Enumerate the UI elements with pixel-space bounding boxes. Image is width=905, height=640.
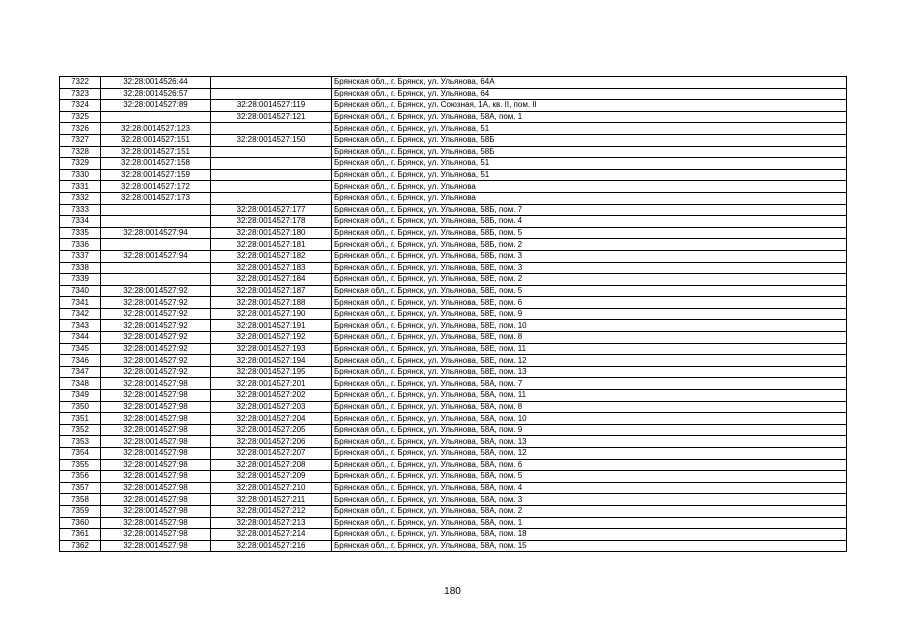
table-row <box>60 459 847 471</box>
table-row <box>60 436 847 448</box>
row-number-cell: 7323 <box>60 88 101 100</box>
table-row <box>60 134 847 146</box>
object-cadastral-number-cell <box>211 123 332 135</box>
parcel-cadastral-number-cell: 32:28:0014527:158 <box>101 158 211 170</box>
parcel-cadastral-number-cell: 32:28:0014527:98 <box>101 540 211 552</box>
table-row <box>60 494 847 506</box>
parcel-cadastral-number-cell: 32:28:0014527:159 <box>101 169 211 181</box>
parcel-cadastral-number-cell: 32:28:0014527:98 <box>101 378 211 390</box>
object-cadastral-number-cell: 32:28:0014527:181 <box>211 239 332 251</box>
row-number-cell: 7360 <box>60 517 101 529</box>
table-row <box>60 262 847 274</box>
address-cell: Брянская обл., г. Брянск, ул. Ульянова, 64 <box>332 88 847 100</box>
page-number: 180 <box>444 586 461 597</box>
row-number-cell: 7330 <box>60 169 101 181</box>
address-cell: Брянская обл., г. Брянск, ул. Ульянова, 58А, пом. 6 <box>332 459 847 471</box>
row-number-cell: 7331 <box>60 181 101 193</box>
object-cadastral-number-cell: 32:28:0014527:188 <box>211 297 332 309</box>
object-cadastral-number-cell <box>211 158 332 170</box>
object-cadastral-number-cell: 32:28:0014527:182 <box>211 250 332 262</box>
table-row <box>60 355 847 367</box>
parcel-cadastral-number-cell: 32:28:0014527:89 <box>101 100 211 112</box>
object-cadastral-number-cell <box>211 169 332 181</box>
row-number-cell: 7352 <box>60 424 101 436</box>
object-cadastral-number-cell: 32:28:0014527:184 <box>211 274 332 286</box>
object-cadastral-number-cell: 32:28:0014527:177 <box>211 204 332 216</box>
address-cell: Брянская обл., г. Брянск, ул. Ульянова, 58Б, пом. 5 <box>332 227 847 239</box>
address-cell: Брянская обл., г. Брянск, ул. Ульянова, 58А, пом. 5 <box>332 471 847 483</box>
address-cell: Брянская обл., г. Брянск, ул. Ульянова, 58Е, пом. 8 <box>332 332 847 344</box>
parcel-cadastral-number-cell: 32:28:0014527:92 <box>101 285 211 297</box>
address-cell: Брянская обл., г. Брянск, ул. Ульянова, 58А, пом. 10 <box>332 413 847 425</box>
table-row <box>60 111 847 123</box>
table-row <box>60 239 847 251</box>
object-cadastral-number-cell: 32:28:0014527:207 <box>211 448 332 460</box>
parcel-cadastral-number-cell: 32:28:0014527:98 <box>101 459 211 471</box>
object-cadastral-number-cell: 32:28:0014527:187 <box>211 285 332 297</box>
parcel-cadastral-number-cell <box>101 262 211 274</box>
object-cadastral-number-cell: 32:28:0014527:213 <box>211 517 332 529</box>
address-cell: Брянская обл., г. Брянск, ул. Ульянова, 58Е, пом. 5 <box>332 285 847 297</box>
parcel-cadastral-number-cell <box>101 111 211 123</box>
table-row <box>60 285 847 297</box>
address-cell: Брянская обл., г. Брянск, ул. Ульянова, 58А, пом. 2 <box>332 505 847 517</box>
table-row <box>60 424 847 436</box>
row-number-cell: 7356 <box>60 471 101 483</box>
table-row <box>60 123 847 135</box>
address-cell: Брянская обл., г. Брянск, ул. Ульянова, 58Е, пом. 11 <box>332 343 847 355</box>
parcel-cadastral-number-cell <box>101 204 211 216</box>
row-number-cell: 7327 <box>60 134 101 146</box>
object-cadastral-number-cell: 32:28:0014527:201 <box>211 378 332 390</box>
row-number-cell: 7338 <box>60 262 101 274</box>
table-row <box>60 181 847 193</box>
table-row <box>60 169 847 181</box>
parcel-cadastral-number-cell: 32:28:0014527:123 <box>101 123 211 135</box>
table-row <box>60 250 847 262</box>
row-number-cell: 7348 <box>60 378 101 390</box>
table-row <box>60 378 847 390</box>
parcel-cadastral-number-cell <box>101 274 211 286</box>
parcel-cadastral-number-cell: 32:28:0014526:57 <box>101 88 211 100</box>
address-cell: Брянская обл., г. Брянск, ул. Ульянова, 58А, пом. 11 <box>332 390 847 402</box>
parcel-cadastral-number-cell: 32:28:0014527:151 <box>101 134 211 146</box>
table-row <box>60 274 847 286</box>
object-cadastral-number-cell: 32:28:0014527:203 <box>211 401 332 413</box>
object-cadastral-number-cell: 32:28:0014527:190 <box>211 308 332 320</box>
table-row <box>60 529 847 541</box>
table-row <box>60 343 847 355</box>
table-row <box>60 297 847 309</box>
object-cadastral-number-cell: 32:28:0014527:202 <box>211 390 332 402</box>
object-cadastral-number-cell <box>211 192 332 204</box>
object-cadastral-number-cell: 32:28:0014527:205 <box>211 424 332 436</box>
parcel-cadastral-number-cell: 32:28:0014527:151 <box>101 146 211 158</box>
object-cadastral-number-cell: 32:28:0014527:210 <box>211 482 332 494</box>
parcel-cadastral-number-cell: 32:28:0014527:92 <box>101 343 211 355</box>
parcel-cadastral-number-cell: 32:28:0014527:98 <box>101 413 211 425</box>
address-cell: Брянская обл., г. Брянск, ул. Ульянова <box>332 192 847 204</box>
address-cell: Брянская обл., г. Брянск, ул. Ульянова, 58Е, пом. 13 <box>332 366 847 378</box>
row-number-cell: 7341 <box>60 297 101 309</box>
object-cadastral-number-cell: 32:28:0014527:209 <box>211 471 332 483</box>
object-cadastral-number-cell: 32:28:0014527:195 <box>211 366 332 378</box>
parcel-cadastral-number-cell: 32:28:0014527:98 <box>101 517 211 529</box>
table-row <box>60 413 847 425</box>
object-cadastral-number-cell: 32:28:0014527:180 <box>211 227 332 239</box>
row-number-cell: 7322 <box>60 77 101 89</box>
address-cell: Брянская обл., г. Брянск, ул. Ульянова, 51 <box>332 169 847 181</box>
row-number-cell: 7359 <box>60 505 101 517</box>
table-row <box>60 448 847 460</box>
row-number-cell: 7354 <box>60 448 101 460</box>
parcel-cadastral-number-cell: 32:28:0014527:98 <box>101 505 211 517</box>
table-row <box>60 332 847 344</box>
table-row <box>60 320 847 332</box>
table-row <box>60 100 847 112</box>
parcel-cadastral-number-cell: 32:28:0014527:92 <box>101 320 211 332</box>
address-cell: Брянская обл., г. Брянск, ул. Ульянова, 58А, пом. 12 <box>332 448 847 460</box>
address-cell: Брянская обл., г. Брянск, ул. Ульянова, 58Е, пом. 9 <box>332 308 847 320</box>
parcel-cadastral-number-cell: 32:28:0014527:94 <box>101 250 211 262</box>
table-row <box>60 308 847 320</box>
row-number-cell: 7353 <box>60 436 101 448</box>
table-row <box>60 158 847 170</box>
object-cadastral-number-cell: 32:28:0014527:204 <box>211 413 332 425</box>
address-cell: Брянская обл., г. Брянск, ул. Ульянова, 58Б, пом. 7 <box>332 204 847 216</box>
address-cell: Брянская обл., г. Брянск, ул. Ульянова, 58А, пом. 9 <box>332 424 847 436</box>
address-cell: Брянская обл., г. Брянск, ул. Ульянова, 58А, пом. 4 <box>332 482 847 494</box>
parcel-cadastral-number-cell: 32:28:0014526:44 <box>101 77 211 89</box>
row-number-cell: 7340 <box>60 285 101 297</box>
parcel-cadastral-number-cell: 32:28:0014527:173 <box>101 192 211 204</box>
object-cadastral-number-cell: 32:28:0014527:119 <box>211 100 332 112</box>
table-row <box>60 204 847 216</box>
parcel-cadastral-number-cell <box>101 239 211 251</box>
parcel-cadastral-number-cell <box>101 216 211 228</box>
object-cadastral-number-cell: 32:28:0014527:212 <box>211 505 332 517</box>
table-row <box>60 540 847 552</box>
row-number-cell: 7358 <box>60 494 101 506</box>
address-cell: Брянская обл., г. Брянск, ул. Ульянова, 58А, пом. 1 <box>332 111 847 123</box>
table-row <box>60 505 847 517</box>
parcel-cadastral-number-cell: 32:28:0014527:94 <box>101 227 211 239</box>
row-number-cell: 7345 <box>60 343 101 355</box>
object-cadastral-number-cell <box>211 77 332 89</box>
parcel-cadastral-number-cell: 32:28:0014527:98 <box>101 436 211 448</box>
parcel-cadastral-number-cell: 32:28:0014527:98 <box>101 448 211 460</box>
row-number-cell: 7332 <box>60 192 101 204</box>
object-cadastral-number-cell: 32:28:0014527:211 <box>211 494 332 506</box>
object-cadastral-number-cell <box>211 88 332 100</box>
row-number-cell: 7346 <box>60 355 101 367</box>
table-row <box>60 88 847 100</box>
row-number-cell: 7336 <box>60 239 101 251</box>
parcel-cadastral-number-cell: 32:28:0014527:98 <box>101 471 211 483</box>
table-row <box>60 192 847 204</box>
row-number-cell: 7333 <box>60 204 101 216</box>
object-cadastral-number-cell <box>211 146 332 158</box>
parcel-cadastral-number-cell: 32:28:0014527:98 <box>101 529 211 541</box>
address-cell: Брянская обл., г. Брянск, ул. Ульянова, 58Б, пом. 3 <box>332 250 847 262</box>
address-cell: Брянская обл., г. Брянск, ул. Ульянова, 58Е, пом. 6 <box>332 297 847 309</box>
address-cell: Брянская обл., г. Брянск, ул. Ульянова, 58Б <box>332 146 847 158</box>
object-cadastral-number-cell: 32:28:0014527:216 <box>211 540 332 552</box>
row-number-cell: 7362 <box>60 540 101 552</box>
row-number-cell: 7350 <box>60 401 101 413</box>
address-cell: Брянская обл., г. Брянск, ул. Ульянова, 51 <box>332 158 847 170</box>
table-row <box>60 482 847 494</box>
object-cadastral-number-cell: 32:28:0014527:208 <box>211 459 332 471</box>
parcel-cadastral-number-cell: 32:28:0014527:92 <box>101 308 211 320</box>
table-row <box>60 471 847 483</box>
parcel-cadastral-number-cell: 32:28:0014527:92 <box>101 366 211 378</box>
row-number-cell: 7355 <box>60 459 101 471</box>
address-cell: Брянская обл., г. Брянск, ул. Ульянова, 58А, пом. 1 <box>332 517 847 529</box>
parcel-cadastral-number-cell: 32:28:0014527:92 <box>101 332 211 344</box>
row-number-cell: 7357 <box>60 482 101 494</box>
parcel-cadastral-number-cell: 32:28:0014527:98 <box>101 390 211 402</box>
table-row <box>60 517 847 529</box>
row-number-cell: 7325 <box>60 111 101 123</box>
table-row <box>60 216 847 228</box>
row-number-cell: 7334 <box>60 216 101 228</box>
row-number-cell: 7351 <box>60 413 101 425</box>
address-cell: Брянская обл., г. Брянск, ул. Ульянова, 58А, пом. 7 <box>332 378 847 390</box>
address-cell: Брянская обл., г. Брянск, ул. Ульянова, 58Б, пом. 4 <box>332 216 847 228</box>
object-cadastral-number-cell <box>211 181 332 193</box>
object-cadastral-number-cell: 32:28:0014527:206 <box>211 436 332 448</box>
parcel-cadastral-number-cell: 32:28:0014527:98 <box>101 424 211 436</box>
parcel-cadastral-number-cell: 32:28:0014527:98 <box>101 494 211 506</box>
row-number-cell: 7347 <box>60 366 101 378</box>
object-cadastral-number-cell: 32:28:0014527:194 <box>211 355 332 367</box>
table-row <box>60 390 847 402</box>
address-cell: Брянская обл., г. Брянск, ул. Ульянова, 58Е, пом. 2 <box>332 274 847 286</box>
parcel-cadastral-number-cell: 32:28:0014527:98 <box>101 482 211 494</box>
table-row <box>60 366 847 378</box>
row-number-cell: 7329 <box>60 158 101 170</box>
object-cadastral-number-cell: 32:28:0014527:121 <box>211 111 332 123</box>
object-cadastral-number-cell: 32:28:0014527:150 <box>211 134 332 146</box>
table-row <box>60 146 847 158</box>
parcel-cadastral-number-cell: 32:28:0014527:92 <box>101 355 211 367</box>
table-row <box>60 401 847 413</box>
address-cell: Брянская обл., г. Брянск, ул. Ульянова, 51 <box>332 123 847 135</box>
row-number-cell: 7344 <box>60 332 101 344</box>
row-number-cell: 7361 <box>60 529 101 541</box>
table-row <box>60 77 847 89</box>
row-number-cell: 7335 <box>60 227 101 239</box>
address-cell: Брянская обл., г. Брянск, ул. Ульянова, 58Б <box>332 134 847 146</box>
row-number-cell: 7326 <box>60 123 101 135</box>
object-cadastral-number-cell: 32:28:0014527:193 <box>211 343 332 355</box>
row-number-cell: 7339 <box>60 274 101 286</box>
object-cadastral-number-cell: 32:28:0014527:192 <box>211 332 332 344</box>
registry-table-body <box>60 77 847 552</box>
object-cadastral-number-cell: 32:28:0014527:183 <box>211 262 332 274</box>
row-number-cell: 7328 <box>60 146 101 158</box>
address-cell: Брянская обл., г. Брянск, ул. Ульянова, 64А <box>332 77 847 89</box>
cadastral-registry-table <box>59 76 847 552</box>
address-cell: Брянская обл., г. Брянск, ул. Союзная, 1А, кв. II, пом. II <box>332 100 847 112</box>
row-number-cell: 7349 <box>60 390 101 402</box>
object-cadastral-number-cell: 32:28:0014527:178 <box>211 216 332 228</box>
parcel-cadastral-number-cell: 32:28:0014527:172 <box>101 181 211 193</box>
object-cadastral-number-cell: 32:28:0014527:191 <box>211 320 332 332</box>
address-cell: Брянская обл., г. Брянск, ул. Ульянова, 58А, пом. 3 <box>332 494 847 506</box>
row-number-cell: 7343 <box>60 320 101 332</box>
object-cadastral-number-cell: 32:28:0014527:214 <box>211 529 332 541</box>
address-cell: Брянская обл., г. Брянск, ул. Ульянова, 58Е, пом. 12 <box>332 355 847 367</box>
address-cell: Брянская обл., г. Брянск, ул. Ульянова, 58Е, пом. 10 <box>332 320 847 332</box>
parcel-cadastral-number-cell: 32:28:0014527:92 <box>101 297 211 309</box>
address-cell: Брянская обл., г. Брянск, ул. Ульянова, 58А, пом. 18 <box>332 529 847 541</box>
address-cell: Брянская обл., г. Брянск, ул. Ульянова, 58Е, пом. 3 <box>332 262 847 274</box>
address-cell: Брянская обл., г. Брянск, ул. Ульянова, 58А, пом. 15 <box>332 540 847 552</box>
parcel-cadastral-number-cell: 32:28:0014527:98 <box>101 401 211 413</box>
address-cell: Брянская обл., г. Брянск, ул. Ульянова <box>332 181 847 193</box>
row-number-cell: 7324 <box>60 100 101 112</box>
row-number-cell: 7342 <box>60 308 101 320</box>
address-cell: Брянская обл., г. Брянск, ул. Ульянова, 58А, пом. 8 <box>332 401 847 413</box>
table-row <box>60 227 847 239</box>
row-number-cell: 7337 <box>60 250 101 262</box>
address-cell: Брянская обл., г. Брянск, ул. Ульянова, 58А, пом. 13 <box>332 436 847 448</box>
address-cell: Брянская обл., г. Брянск, ул. Ульянова, 58Б, пом. 2 <box>332 239 847 251</box>
